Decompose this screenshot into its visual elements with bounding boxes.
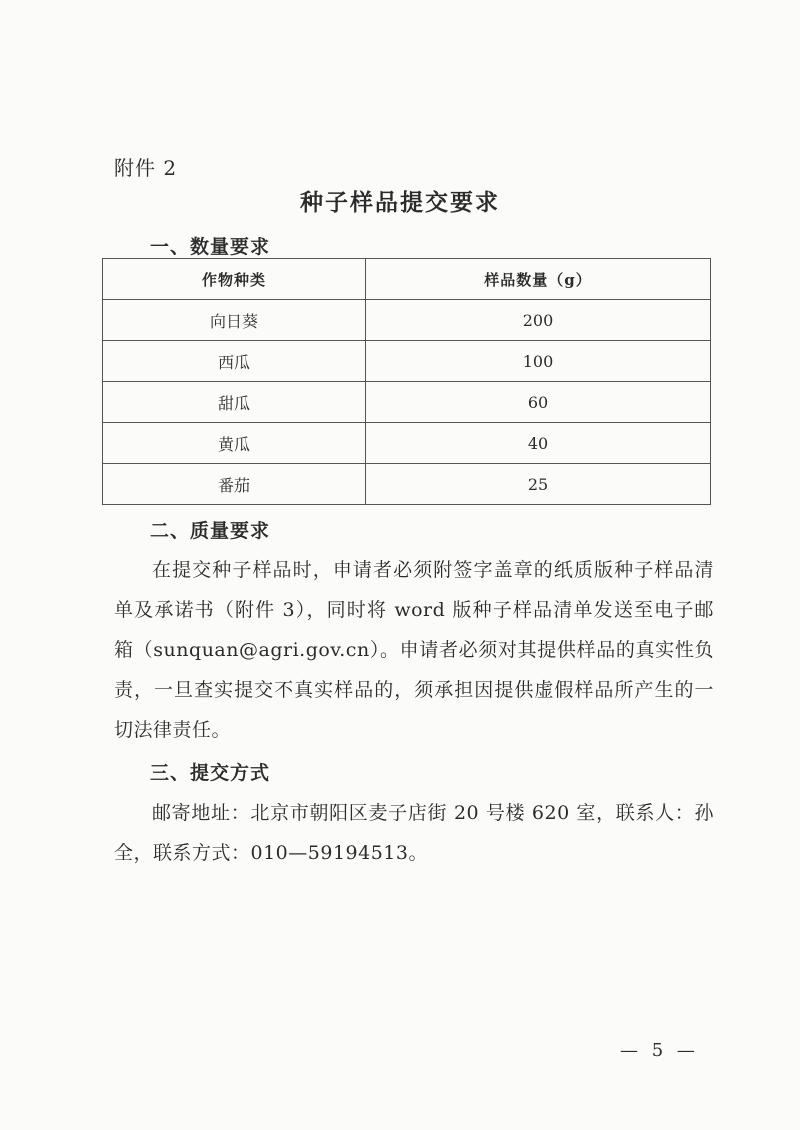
column-header-quantity: 样品数量（g） bbox=[366, 259, 711, 300]
crop-cell: 西瓜 bbox=[103, 341, 366, 382]
quantity-cell: 60 bbox=[366, 382, 711, 423]
quantity-cell: 40 bbox=[366, 423, 711, 464]
crop-cell: 向日葵 bbox=[103, 300, 366, 341]
quantity-cell: 100 bbox=[366, 341, 711, 382]
submission-paragraph: 邮寄地址：北京市朝阳区麦子店街 20 号楼 620 室，联系人：孙全，联系方式：010—59194513。 bbox=[114, 802, 714, 864]
table-row bbox=[103, 464, 711, 505]
section-heading-quantity: 一、数量要求 bbox=[150, 236, 271, 258]
page-number: — 5 — bbox=[620, 1040, 699, 1061]
section-heading-quality: 二、质量要求 bbox=[150, 520, 271, 542]
quantity-table bbox=[102, 258, 711, 505]
quantity-cell: 200 bbox=[366, 300, 711, 341]
crop-cell: 甜瓜 bbox=[103, 382, 366, 423]
table-row bbox=[103, 382, 711, 423]
quantity-cell: 25 bbox=[366, 464, 711, 505]
crop-cell: 番茄 bbox=[103, 464, 366, 505]
document-title: 种子样品提交要求 bbox=[300, 189, 500, 216]
table-row bbox=[103, 300, 711, 341]
column-header-crop: 作物种类 bbox=[103, 259, 366, 300]
attachment-label: 附件 2 bbox=[114, 156, 178, 180]
table-header-row bbox=[103, 259, 711, 300]
table-row bbox=[103, 341, 711, 382]
table-row bbox=[103, 423, 711, 464]
quality-paragraph: 在提交种子样品时，申请者必须附签字盖章的纸质版种子样品清单及承诺书（附件 3），同时将 word 版种子样品清单发送至电子邮箱（sunquan@agri.gov.cn）。申请者必须对其提供样品的真实性负责，一旦查实提交不真实样品的，须承担因提供虚假样品所产生的一切法律责任。 bbox=[114, 559, 714, 741]
crop-cell: 黄瓜 bbox=[103, 423, 366, 464]
section-heading-submission: 三、提交方式 bbox=[150, 762, 271, 784]
